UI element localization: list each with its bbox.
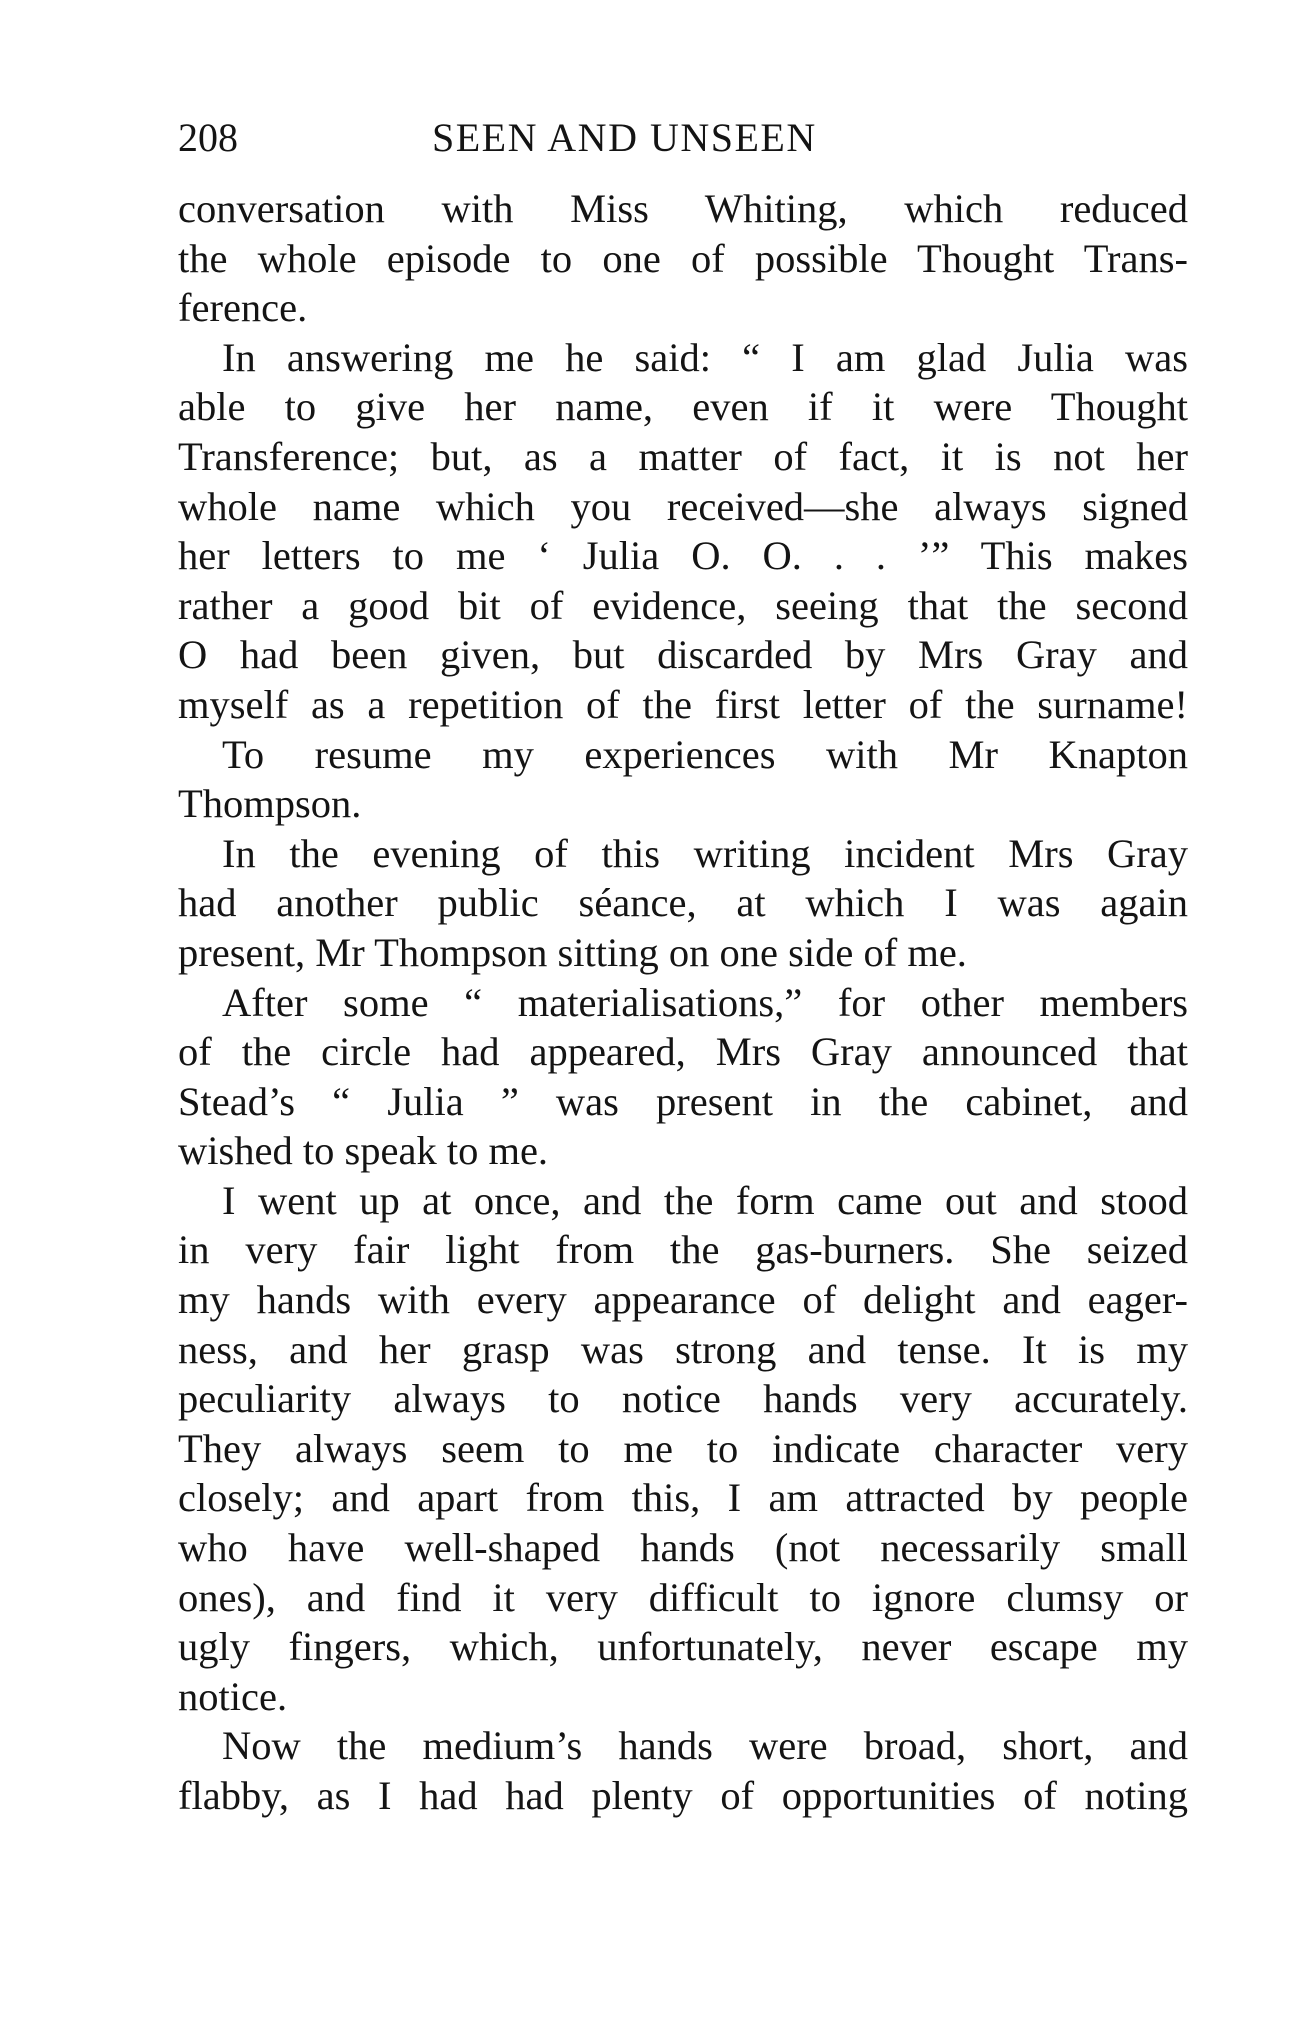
text-line: notice.	[178, 1673, 288, 1719]
running-head: SEEN AND UNSEEN	[432, 115, 817, 160]
text-line: To resume my experiences with Mr Knapton	[222, 731, 1188, 777]
text-line: Stead’s “ Julia ” was present in the cabinet, and	[178, 1078, 1188, 1124]
text-line: ones), and find it very difficult to ignore clumsy or	[178, 1574, 1188, 1620]
page-number: 208	[178, 115, 238, 160]
body-text	[178, 184, 1188, 1821]
text-line: flabby, as I had had plenty of opportunities of noting	[178, 1773, 1188, 1818]
text-line: Now the medium’s hands were broad, short, and	[222, 1723, 1188, 1769]
text-line: of the circle had appeared, Mrs Gray announced that	[178, 1029, 1188, 1075]
text-line: rather a good bit of evidence, seeing that the second	[178, 582, 1188, 628]
text-line: the whole episode to one of possible Thought Trans-	[178, 235, 1188, 281]
text-line: ference.	[178, 285, 308, 331]
text-line: closely; and apart from this, I am attracted by people	[178, 1475, 1188, 1521]
text-line: ness, and her grasp was strong and tense. It is my	[178, 1326, 1188, 1372]
text-line: Thompson.	[178, 781, 362, 827]
text-line: in very fair light from the gas-burners. She seized	[178, 1227, 1188, 1273]
text-line: her letters to me ‘ Julia O. O. . . ’” This makes	[178, 533, 1188, 579]
text-line: whole name which you received—she always signed	[178, 483, 1188, 529]
text-line: present, Mr Thompson sitting on one side of me.	[178, 929, 967, 975]
text-line: In the evening of this writing incident Mrs Gray	[222, 830, 1188, 876]
text-line: peculiarity always to notice hands very accurately.	[178, 1376, 1188, 1422]
text-line: able to give her name, even if it were Thought	[178, 384, 1188, 430]
page-header	[178, 110, 1188, 166]
text-line: I went up at once, and the form came out and stood	[222, 1177, 1188, 1223]
text-line: who have well-shaped hands (not necessarily small	[178, 1525, 1188, 1571]
text-line: conversation with Miss Whiting, which reduced	[178, 186, 1188, 231]
text-line: wished to speak to me.	[178, 1128, 549, 1174]
text-line: In answering me he said: “ I am glad Julia was	[222, 334, 1188, 380]
text-line: They always seem to me to indicate character very	[178, 1425, 1188, 1471]
text-line: myself as a repetition of the first letter of the surname!	[178, 681, 1188, 727]
text-line: my hands with every appearance of delight and eager-	[178, 1277, 1188, 1323]
text-line: After some “ materialisations,” for other members	[222, 979, 1188, 1025]
text-line: ugly fingers, which, unfortunately, never escape my	[178, 1624, 1188, 1670]
text-line: had another public séance, at which I was again	[178, 880, 1188, 926]
text-line: O had been given, but discarded by Mrs Gray and	[178, 632, 1188, 678]
text-line: Transference; but, as a matter of fact, it is not her	[178, 433, 1188, 479]
